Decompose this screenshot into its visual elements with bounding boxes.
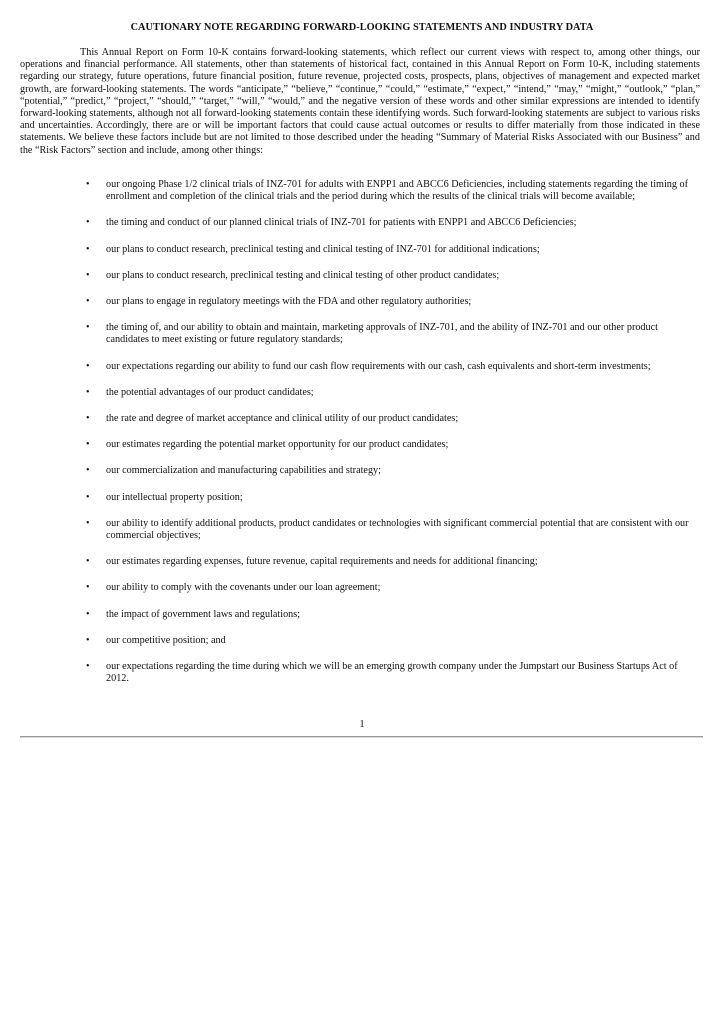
bullet-text: the potential advantages of our product candidates; [106, 386, 314, 398]
bullet-text: our competitive position; and [106, 634, 226, 646]
bullet-dot-icon: • [86, 465, 90, 477]
bullet-item [0, 244, 724, 256]
bullet-item [0, 217, 724, 229]
bullet-dot-icon: • [86, 217, 90, 229]
bullet-text: our estimates regarding expenses, future revenue, capital requirements and needs for additional financing; [106, 556, 538, 568]
bullet-item [0, 609, 724, 621]
bullet-dot-icon: • [86, 582, 90, 594]
bullet-dot-icon: • [86, 360, 90, 372]
bullet-dot-icon: • [86, 491, 90, 503]
bullet-dot-icon: • [86, 556, 90, 568]
bullet-text: our plans to conduct research, preclinical testing and clinical testing of INZ-701 for additional indications; [106, 243, 540, 255]
bullet-text: our ability to comply with the covenants under our loan agreement; [106, 582, 381, 594]
bullet-text: the timing of, and our ability to obtain and maintain, marketing approvals of INZ-701, and the ability of INZ-701 and our other product candidates to meet existing or future regulatory standards; [106, 322, 658, 346]
intro-paragraph: This Annual Report on Form 10-K contains forward-looking statements, which reflect our current views with respect to, among other things, our operations and financial performance. All statements, other than statements of historical fact, contained in this Annual Report on Form 10-K, including statements regarding our strategy, future operations, future financial position, future revenue, projected costs, prospects, plans, objectives of management and expected market growth, are forward-looking statements. The words “anticipate,” “believe,” “continue,” “could,” “estimate,” “expect,” “intend,” “may,” “might,” “outlook,” “plan,” “potential,” “predict,” “project,” “should,” “target,” “will,” “would,” and the negative version of these words and other similar expressions are intended to identify forward-looking statements, although not all forward-looking statements contain these identifying words. Such forward-looking statements are subject to various risks and uncertainties. Accordingly, there are or will be important factors that could cause actual outcomes or results to differ materially from those indicated in these statements. We believe these factors include but are not limited to those described under the heading “Summary of Material Risks Associated with our Business” and the “Risk Factors” section and include, among other things: [20, 47, 700, 156]
bullet-item [0, 556, 724, 568]
section-heading: CAUTIONARY NOTE REGARDING FORWARD-LOOKING STATEMENTS AND INDUSTRY DATA [130, 22, 594, 33]
bullet-item [0, 465, 724, 477]
bullet-text: the rate and degree of market acceptance and clinical utility of our product candidates; [106, 413, 459, 425]
bullet-item [0, 361, 724, 373]
page-number: 1 [359, 719, 365, 730]
bullet-dot-icon: • [86, 243, 90, 255]
forward-looking-factors-list [0, 179, 724, 699]
bullet-text: the impact of government laws and regulations; [106, 608, 301, 620]
bullet-dot-icon: • [86, 322, 90, 334]
bullet-item [0, 518, 724, 542]
bullet-item [0, 439, 724, 451]
page-divider [20, 736, 703, 738]
bullet-text: the timing and conduct of our planned clinical trials of INZ-701 for patients with ENPP1 and ABCC6 Deficiencies; [106, 217, 577, 229]
bullet-text: our estimates regarding the potential market opportunity for our product candidates; [106, 439, 449, 451]
bullet-dot-icon: • [86, 517, 90, 529]
bullet-text: our plans to conduct research, preclinical testing and clinical testing of other product candidates; [106, 269, 500, 281]
bullet-item [0, 387, 724, 399]
bullet-text: our commercialization and manufacturing capabilities and strategy; [106, 465, 381, 477]
bullet-item [0, 179, 724, 203]
bullet-dot-icon: • [86, 634, 90, 646]
bullet-dot-icon: • [86, 439, 90, 451]
bullet-item [0, 492, 724, 504]
bullet-text: our intellectual property position; [106, 491, 243, 503]
bullet-item [0, 661, 724, 685]
bullet-text: our expectations regarding our ability to fund our cash flow requirements with our cash, cash equivalents and short-term investments; [106, 360, 651, 372]
bullet-dot-icon: • [86, 661, 90, 673]
bullet-text: our plans to engage in regulatory meetings with the FDA and other regulatory authorities; [106, 296, 472, 308]
bullet-item [0, 296, 724, 308]
bullet-item [0, 413, 724, 425]
bullet-text: our ongoing Phase 1/2 clinical trials of INZ-701 for adults with ENPP1 and ABCC6 Deficiencies, including statements regarding the timing of enrollment and completion of the clinical trials and the period during which the results of the clinical trials will become available; [106, 179, 689, 203]
bullet-item [0, 270, 724, 282]
bullet-text: our expectations regarding the time during which we will be an emerging growth company under the Jumpstart our Business Startups Act of 2012. [106, 661, 678, 685]
bullet-item [0, 322, 724, 346]
bullet-dot-icon: • [86, 386, 90, 398]
bullet-dot-icon: • [86, 608, 90, 620]
bullet-item [0, 635, 724, 647]
bullet-dot-icon: • [86, 413, 90, 425]
bullet-item [0, 582, 724, 594]
bullet-text: our ability to identify additional products, product candidates or technologies with significant commercial potential that are consistent with our commercial objectives; [106, 517, 689, 542]
bullet-dot-icon: • [86, 296, 90, 308]
bullet-dot-icon: • [86, 269, 90, 281]
bullet-dot-icon: • [86, 179, 90, 190]
